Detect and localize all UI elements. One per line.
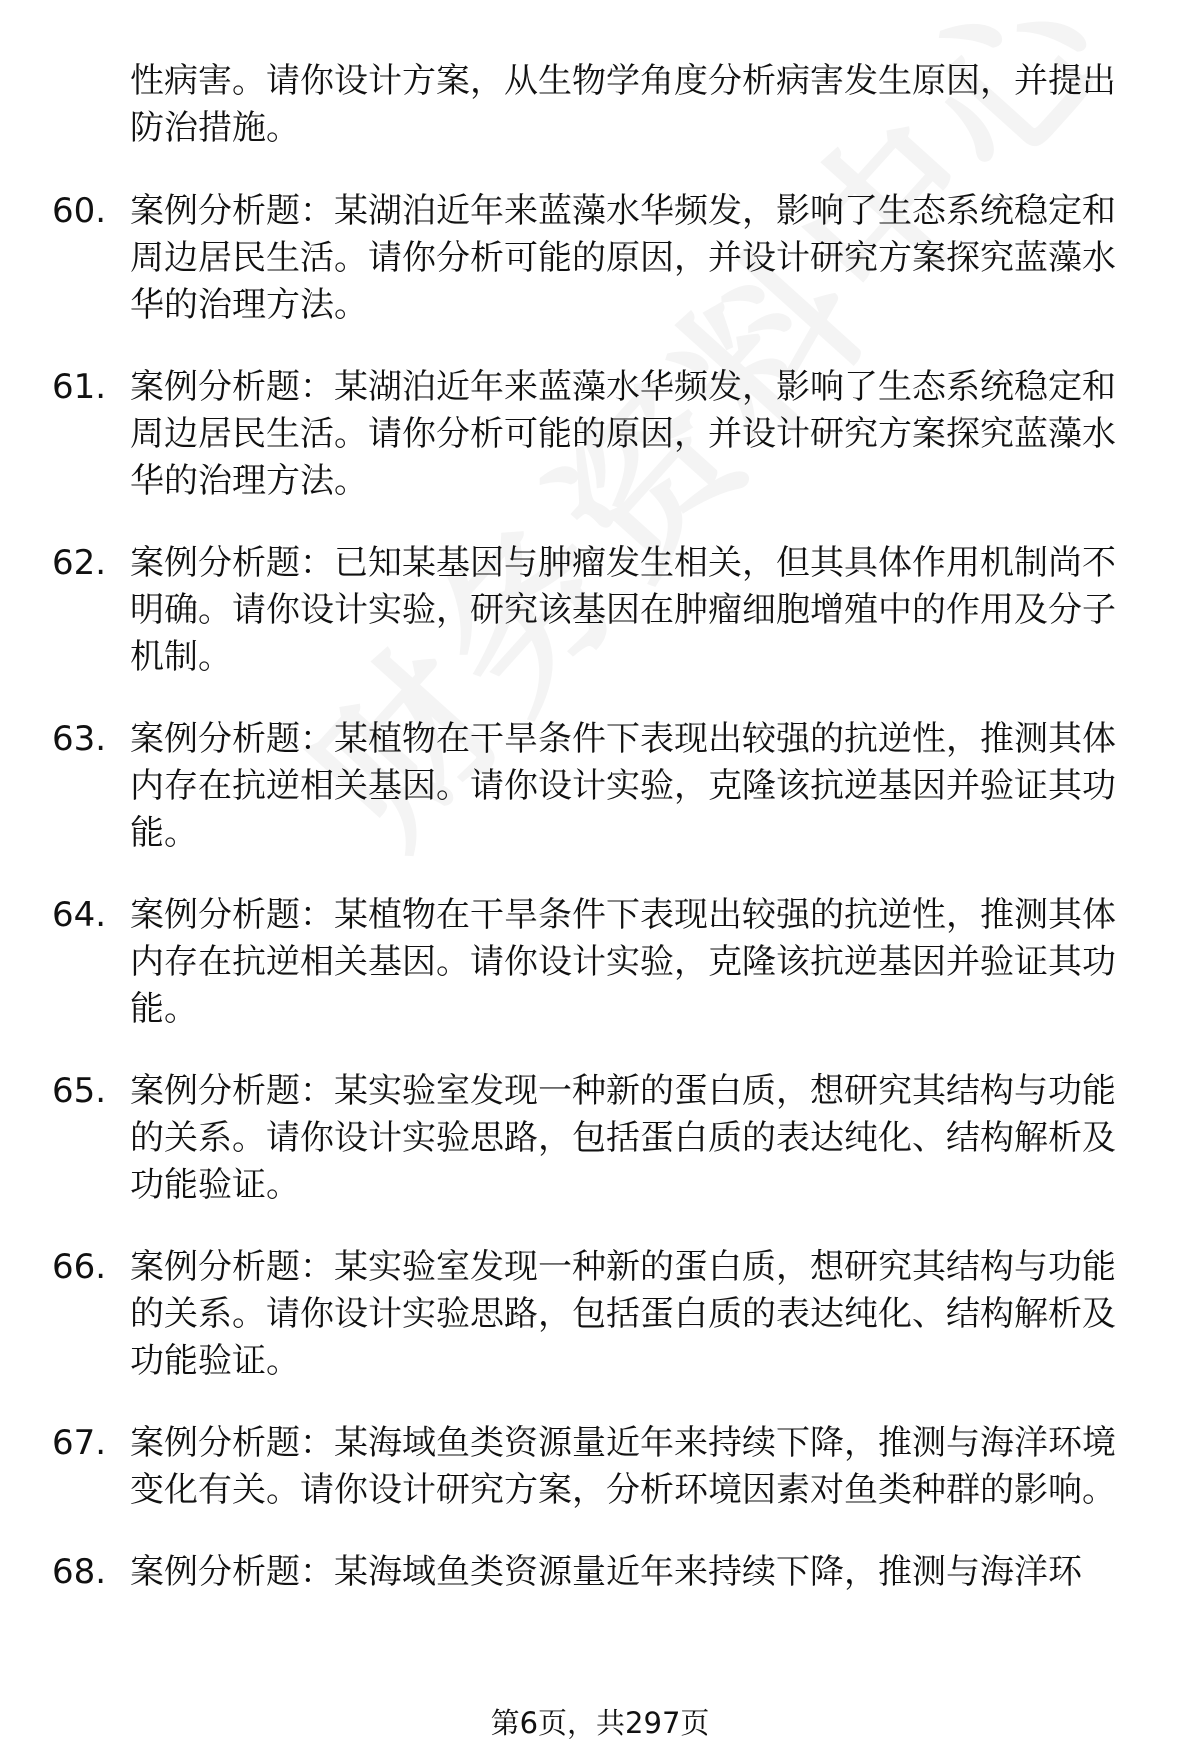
question-item: [0, 364, 1200, 505]
question-number: 62.: [52, 543, 107, 583]
question-item: [0, 716, 1200, 857]
question-text: 案例分析题：某湖泊近年来蓝藻水华频发，影响了生态系统稳定和周边居民生活。请你分析可能的原因，并设计研究方案探究蓝藻水华的治理方法。: [130, 367, 1116, 501]
question-number: 64.: [52, 895, 107, 935]
question-item: [0, 1549, 1200, 1596]
question-number: 63.: [52, 719, 107, 759]
question-item: [0, 188, 1200, 329]
question-number: 67.: [52, 1423, 107, 1463]
question-number: 60.: [52, 191, 107, 231]
question-number: 65.: [52, 1071, 107, 1111]
page-footer: 第6页，共297页: [490, 1706, 710, 1740]
question-item: [0, 1244, 1200, 1385]
question-item: [0, 1420, 1200, 1514]
question-text: 案例分析题：某实验室发现一种新的蛋白质，想研究其结构与功能的关系。请你设计实验思路，包括蛋白质的表达纯化、结构解析及功能验证。: [130, 1071, 1116, 1205]
question-item: [0, 1068, 1200, 1209]
question-text: 案例分析题：某海域鱼类资源量近年来持续下降，推测与海洋环境变化有关。请你设计研究方案，分析环境因素对鱼类种群的影响。: [130, 1423, 1116, 1510]
question-text: 案例分析题：某植物在干旱条件下表现出较强的抗逆性，推测其体内存在抗逆相关基因。请你设计实验，克隆该抗逆基因并验证其功能。: [130, 895, 1116, 1029]
question-text: 案例分析题：某植物在干旱条件下表现出较强的抗逆性，推测其体内存在抗逆相关基因。请你设计实验，克隆该抗逆基因并验证其功能。: [130, 719, 1116, 853]
question-item: [0, 540, 1200, 681]
question-number: 66.: [52, 1247, 107, 1287]
question-item: [0, 892, 1200, 1033]
continuation-text: 性病害。请你设计方案，从生物学角度分析病害发生原因，并提出防治措施。: [130, 61, 1116, 148]
question-number: 68.: [52, 1552, 107, 1592]
question-text: 案例分析题：某实验室发现一种新的蛋白质，想研究其结构与功能的关系。请你设计实验思路，包括蛋白质的表达纯化、结构解析及功能验证。: [130, 1247, 1116, 1381]
question-text: 案例分析题：某海域鱼类资源量近年来持续下降，推测与海洋环: [130, 1552, 1082, 1592]
question-text: 案例分析题：已知某基因与肿瘤发生相关，但其具体作用机制尚不明确。请你设计实验，研究该基因在肿瘤细胞增殖中的作用及分子机制。: [130, 543, 1116, 677]
question-number: 61.: [52, 367, 107, 407]
question-list: [0, 58, 1200, 1631]
question-text: 案例分析题：某湖泊近年来蓝藻水华频发，影响了生态系统稳定和周边居民生活。请你分析可能的原因，并设计研究方案探究蓝藻水华的治理方法。: [130, 191, 1116, 325]
